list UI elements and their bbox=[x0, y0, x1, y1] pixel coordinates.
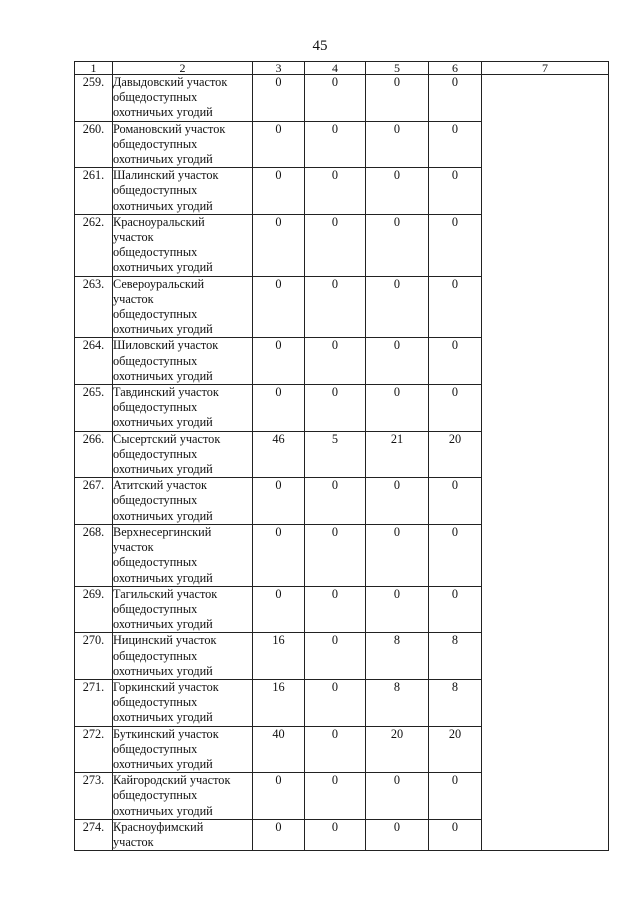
value-col-5: 0 bbox=[366, 276, 429, 338]
area-name-line: Сысертский участок bbox=[113, 431, 221, 446]
value-col-4: 0 bbox=[305, 121, 366, 168]
value-col-3: 0 bbox=[253, 819, 305, 850]
column-header-1: 1 bbox=[75, 62, 113, 75]
value-col-6: 20 bbox=[429, 726, 482, 773]
value-col-4: 0 bbox=[305, 633, 366, 680]
value-col-4: 5 bbox=[305, 431, 366, 478]
area-name-line: общедоступных bbox=[113, 695, 198, 710]
column-header-2: 2 bbox=[113, 62, 253, 75]
value-col-4: 0 bbox=[305, 168, 366, 215]
value-col-3: 40 bbox=[253, 726, 305, 773]
area-name bbox=[113, 819, 253, 850]
value-col-5: 0 bbox=[366, 819, 429, 850]
value-col-6: 0 bbox=[429, 75, 482, 122]
value-col-5: 0 bbox=[366, 524, 429, 586]
value-col-5: 8 bbox=[366, 679, 429, 726]
value-col-6: 0 bbox=[429, 586, 482, 633]
area-name-line: Давыдовский участок bbox=[113, 75, 228, 89]
value-col-3: 0 bbox=[253, 75, 305, 122]
area-name-line: Кайгородский участок bbox=[113, 773, 231, 788]
value-col-3: 46 bbox=[253, 431, 305, 478]
value-col-5: 0 bbox=[366, 338, 429, 385]
value-col-3: 0 bbox=[253, 385, 305, 432]
value-col-4: 0 bbox=[305, 773, 366, 820]
value-col-3: 0 bbox=[253, 524, 305, 586]
area-name-line: Ницинский участок bbox=[113, 633, 217, 648]
column-header-7: 7 bbox=[482, 62, 609, 75]
value-col-6: 0 bbox=[429, 524, 482, 586]
area-name-line: общедоступных bbox=[113, 90, 198, 105]
area-name-line: Красноуральский bbox=[113, 214, 205, 229]
row-number: 265. bbox=[75, 385, 113, 432]
area-name-line: охотничьих угодий bbox=[113, 570, 213, 585]
value-col-6: 0 bbox=[429, 121, 482, 168]
area-name-line: общедоступных bbox=[113, 555, 198, 570]
area-name bbox=[113, 679, 253, 726]
row-number: 268. bbox=[75, 524, 113, 586]
area-name-line: охотничьих угодий bbox=[113, 756, 213, 771]
area-name-line: охотничьих угодий bbox=[113, 260, 213, 275]
value-col-4: 0 bbox=[305, 385, 366, 432]
row-number: 260. bbox=[75, 121, 113, 168]
column-header-3: 3 bbox=[253, 62, 305, 75]
value-col-3: 16 bbox=[253, 633, 305, 680]
value-col-4: 0 bbox=[305, 726, 366, 773]
value-col-5: 0 bbox=[366, 214, 429, 276]
row-number: 272. bbox=[75, 726, 113, 773]
area-name bbox=[113, 773, 253, 820]
value-col-5: 0 bbox=[366, 385, 429, 432]
row-number: 274. bbox=[75, 819, 113, 850]
value-col-6: 0 bbox=[429, 385, 482, 432]
area-name-line: охотничьих угодий bbox=[113, 663, 213, 678]
area-name-line: Атитский участок bbox=[113, 478, 207, 493]
area-name bbox=[113, 431, 253, 478]
area-name-line: Тавдинский участок bbox=[113, 385, 219, 400]
area-name bbox=[113, 214, 253, 276]
area-name-line: Буткинский участок bbox=[113, 726, 219, 741]
table-row bbox=[75, 75, 609, 122]
table-body bbox=[75, 75, 609, 851]
area-name-line: общедоступных bbox=[113, 307, 198, 322]
area-name-line: Североуральский bbox=[113, 276, 205, 291]
area-name-line: Горкинский участок bbox=[113, 679, 219, 694]
row-number: 264. bbox=[75, 338, 113, 385]
value-col-3: 0 bbox=[253, 773, 305, 820]
column-header-6: 6 bbox=[429, 62, 482, 75]
table-header bbox=[75, 62, 609, 75]
row-number: 262. bbox=[75, 214, 113, 276]
value-col-6: 0 bbox=[429, 819, 482, 850]
value-col-6: 8 bbox=[429, 679, 482, 726]
area-name-line: общедоступных bbox=[113, 493, 198, 508]
area-name-line: Шалинский участок bbox=[113, 168, 219, 183]
row-number: 270. bbox=[75, 633, 113, 680]
area-name-line: общедоступных bbox=[113, 400, 198, 415]
area-name-line: охотничьих угодий bbox=[113, 322, 213, 337]
value-col-5: 0 bbox=[366, 586, 429, 633]
value-col-3: 0 bbox=[253, 121, 305, 168]
value-col-5: 0 bbox=[366, 773, 429, 820]
value-col-5: 20 bbox=[366, 726, 429, 773]
area-name bbox=[113, 726, 253, 773]
value-col-6: 0 bbox=[429, 773, 482, 820]
value-col-3: 0 bbox=[253, 214, 305, 276]
area-name-line: участок bbox=[113, 834, 154, 849]
area-name-line: общедоступных bbox=[113, 353, 198, 368]
value-col-4: 0 bbox=[305, 679, 366, 726]
area-name-line: Тагильский участок bbox=[113, 586, 218, 601]
value-col-6: 0 bbox=[429, 214, 482, 276]
area-name-line: общедоступных bbox=[113, 741, 198, 756]
value-col-4: 0 bbox=[305, 75, 366, 122]
area-name-line: охотничьих угодий bbox=[113, 415, 213, 430]
area-name-line: общедоступных bbox=[113, 446, 198, 461]
area-name bbox=[113, 276, 253, 338]
area-name bbox=[113, 478, 253, 525]
area-name-line: охотничьих угодий bbox=[113, 617, 213, 632]
area-name-line: общедоступных bbox=[113, 648, 198, 663]
area-name-line: Красноуфимский bbox=[113, 819, 204, 834]
area-name-line: общедоступных bbox=[113, 245, 198, 260]
value-col-5: 0 bbox=[366, 168, 429, 215]
value-col-6: 0 bbox=[429, 168, 482, 215]
column-header-5: 5 bbox=[366, 62, 429, 75]
value-col-6: 0 bbox=[429, 276, 482, 338]
area-name bbox=[113, 75, 253, 122]
value-col-4: 0 bbox=[305, 524, 366, 586]
area-name-line: охотничьих угодий bbox=[113, 152, 213, 167]
area-name-line: общедоступных bbox=[113, 136, 198, 151]
value-col-5: 0 bbox=[366, 75, 429, 122]
value-col-3: 0 bbox=[253, 586, 305, 633]
row-number: 261. bbox=[75, 168, 113, 215]
area-name bbox=[113, 524, 253, 586]
area-name-line: охотничьих угодий bbox=[113, 368, 213, 383]
area-name-line: охотничьих угодий bbox=[113, 105, 213, 120]
area-name-line: охотничьих угодий bbox=[113, 462, 213, 477]
area-name-line: Верхнесергинский bbox=[113, 524, 212, 539]
area-name-line: общедоступных bbox=[113, 183, 198, 198]
row-number: 273. bbox=[75, 773, 113, 820]
row-number: 269. bbox=[75, 586, 113, 633]
value-col-4: 0 bbox=[305, 338, 366, 385]
area-name-line: охотничьих угодий bbox=[113, 508, 213, 523]
area-name bbox=[113, 385, 253, 432]
area-name bbox=[113, 168, 253, 215]
area-name-line: общедоступных bbox=[113, 788, 198, 803]
row-number: 266. bbox=[75, 431, 113, 478]
area-name-line: участок bbox=[113, 540, 154, 555]
row-number: 271. bbox=[75, 679, 113, 726]
value-col-3: 0 bbox=[253, 276, 305, 338]
header-row bbox=[75, 62, 609, 75]
value-col-6: 20 bbox=[429, 431, 482, 478]
area-name bbox=[113, 586, 253, 633]
area-name-line: Шиловский участок bbox=[113, 338, 219, 353]
area-name-line: общедоступных bbox=[113, 601, 198, 616]
area-name-line: охотничьих угодий bbox=[113, 803, 213, 818]
value-col-3: 16 bbox=[253, 679, 305, 726]
row-number: 267. bbox=[75, 478, 113, 525]
area-name bbox=[113, 121, 253, 168]
area-name-line: охотничьих угодий bbox=[113, 198, 213, 213]
area-name bbox=[113, 633, 253, 680]
area-name-line: участок bbox=[113, 291, 154, 306]
hunting-grounds-table bbox=[74, 61, 609, 851]
value-col-4: 0 bbox=[305, 478, 366, 525]
value-col-5: 0 bbox=[366, 121, 429, 168]
page-number: 45 bbox=[312, 38, 328, 54]
row-number: 259. bbox=[75, 75, 113, 122]
value-col-5: 21 bbox=[366, 431, 429, 478]
value-col-4: 0 bbox=[305, 819, 366, 850]
value-col-3: 0 bbox=[253, 168, 305, 215]
value-col-5: 0 bbox=[366, 478, 429, 525]
value-col-4: 0 bbox=[305, 214, 366, 276]
column-header-4: 4 bbox=[305, 62, 366, 75]
area-name-line: охотничьих угодий bbox=[113, 710, 213, 725]
value-col-3: 0 bbox=[253, 338, 305, 385]
value-col-6: 8 bbox=[429, 633, 482, 680]
value-col-4: 0 bbox=[305, 586, 366, 633]
area-name-line: участок bbox=[113, 230, 154, 245]
value-col-3: 0 bbox=[253, 478, 305, 525]
value-col-6: 0 bbox=[429, 338, 482, 385]
area-name-line: Романовский участок bbox=[113, 121, 226, 136]
value-col-4: 0 bbox=[305, 276, 366, 338]
value-col-5: 8 bbox=[366, 633, 429, 680]
row-number: 263. bbox=[75, 276, 113, 338]
area-name bbox=[113, 338, 253, 385]
column-7-cell bbox=[482, 75, 609, 851]
value-col-6: 0 bbox=[429, 478, 482, 525]
